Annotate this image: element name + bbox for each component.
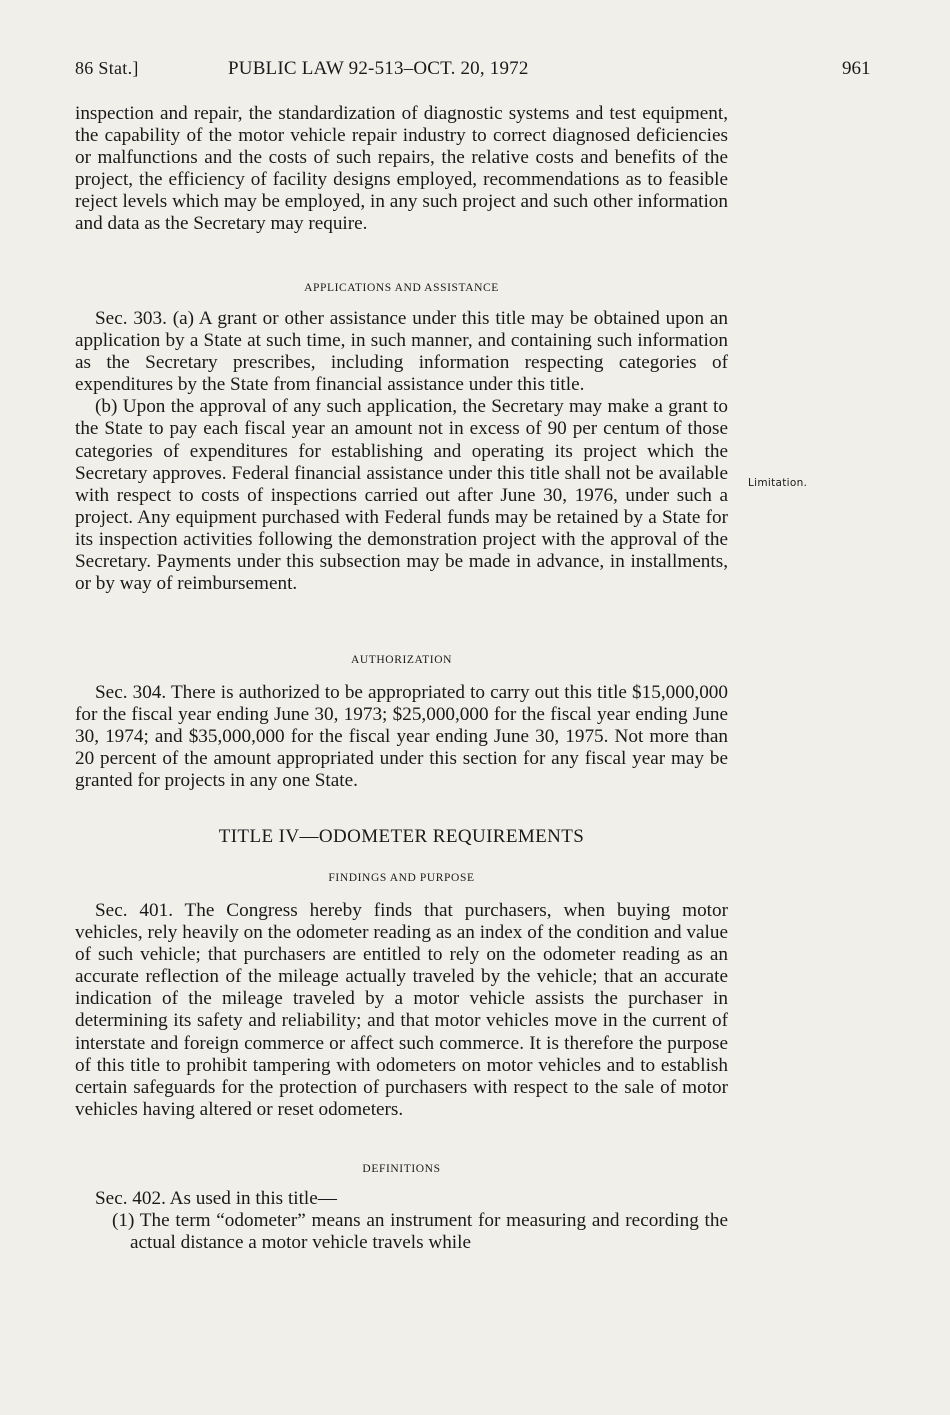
sec-402-intro: Sec. 402. As used in this title— [95,1188,337,1209]
definitions-heading-block [75,1158,728,1180]
title-iv-block [75,826,728,848]
sec-303-b-paragraph: (b) Upon the approval of any such application, the Secretary may make a grant to the State to pay each fiscal year an amount not in excess of 90 per centum of those categories of expenditures for establishing and operating its project which the Secretary approves. Federal financial assistance under this title shall not be available with respect to costs of inspections carried out after June 30, 1976, under such a project. Any equipment purchased with Federal funds may be retained by a State for its inspection activities following the demonstration project with the approval of the Secretary. Payments under this subsection may be made in advance, in installments, or by way of reimbursement. [75,396,728,595]
definitions-heading: DEFINITIONS [362,1163,441,1175]
statute-reference: 86 Stat.] [75,58,139,78]
findings-heading-block [75,867,728,889]
law-title: PUBLIC LAW 92-513–OCT. 20, 1972 [228,58,529,79]
applications-heading: APPLICATIONS AND ASSISTANCE [304,282,499,294]
intro-paragraph: inspection and repair, the standardization of diagnostic systems and test equipment, the capability of the motor vehicle repair industry to correct diagnosed deficiencies or malfunctions and the costs of such repairs, the relative costs and benefits of the project, the efficiency of facility designs employed, recommendations as to feasible reject levels which may be employed, in any such project and such other information and data as the Secretary may require. [75,103,728,235]
sec-303-block [75,308,728,595]
title-iv-heading: TITLE IV—ODOMETER REQUIREMENTS [218,826,585,847]
sec-402-block [75,1188,728,1254]
authorization-heading-block [75,649,728,671]
intro-block [75,103,728,236]
sec-304-block [75,682,728,792]
sec-401-block [75,900,728,1121]
sec-402-item-1: (1) The term “odometer” means an instrument for measuring and recording the actual distance a motor vehicle travels while [112,1210,728,1254]
sec-304-paragraph: Sec. 304. There is authorized to be appropriated to carry out this title $15,000,000 for the fiscal year ending June 30, 1973; $25,000,000 for the fiscal year ending June 30, 1974; and $35,000,000 for the fiscal year ending June 30, 1975. Not more than 20 percent of the amount appropriated under this section for any fiscal year may be granted for projects in any one State. [75,682,728,792]
running-header [0,58,950,86]
sec-401-paragraph: Sec. 401. The Congress hereby finds that purchasers, when buying motor vehicles, rely heavily on the odometer reading as an index of the condition and value of such vehicle; that purchasers are entitled to rely on the odometer reading as an accurate reflection of the mileage actually traveled by the vehicle; that an accurate indication of the mileage traveled by a motor vehicle assists the purchaser in determining its safety and reliability; and that motor vehicles move in the current of interstate and foreign commerce or affect such commerce. It is therefore the purpose of this title to prohibit tampering with odometers on motor vehicles and to establish certain safeguards for the protection of purchasers with respect to the sale of motor vehicles having altered or reset odometers. [75,900,728,1120]
sec-303-a-paragraph: Sec. 303. (a) A grant or other assistance under this title may be obtained upon an application by a State at such time, in such manner, and containing such information as the Secretary prescribes, including information respecting categories of expenditures by the State from financial assistance under this title. [75,308,728,396]
findings-heading: FINDINGS AND PURPOSE [328,872,475,884]
applications-heading-block [75,277,728,299]
page-number: 961 [842,58,871,79]
margin-note-limitation: Limitation. [748,477,808,489]
authorization-heading: AUTHORIZATION [350,654,453,666]
